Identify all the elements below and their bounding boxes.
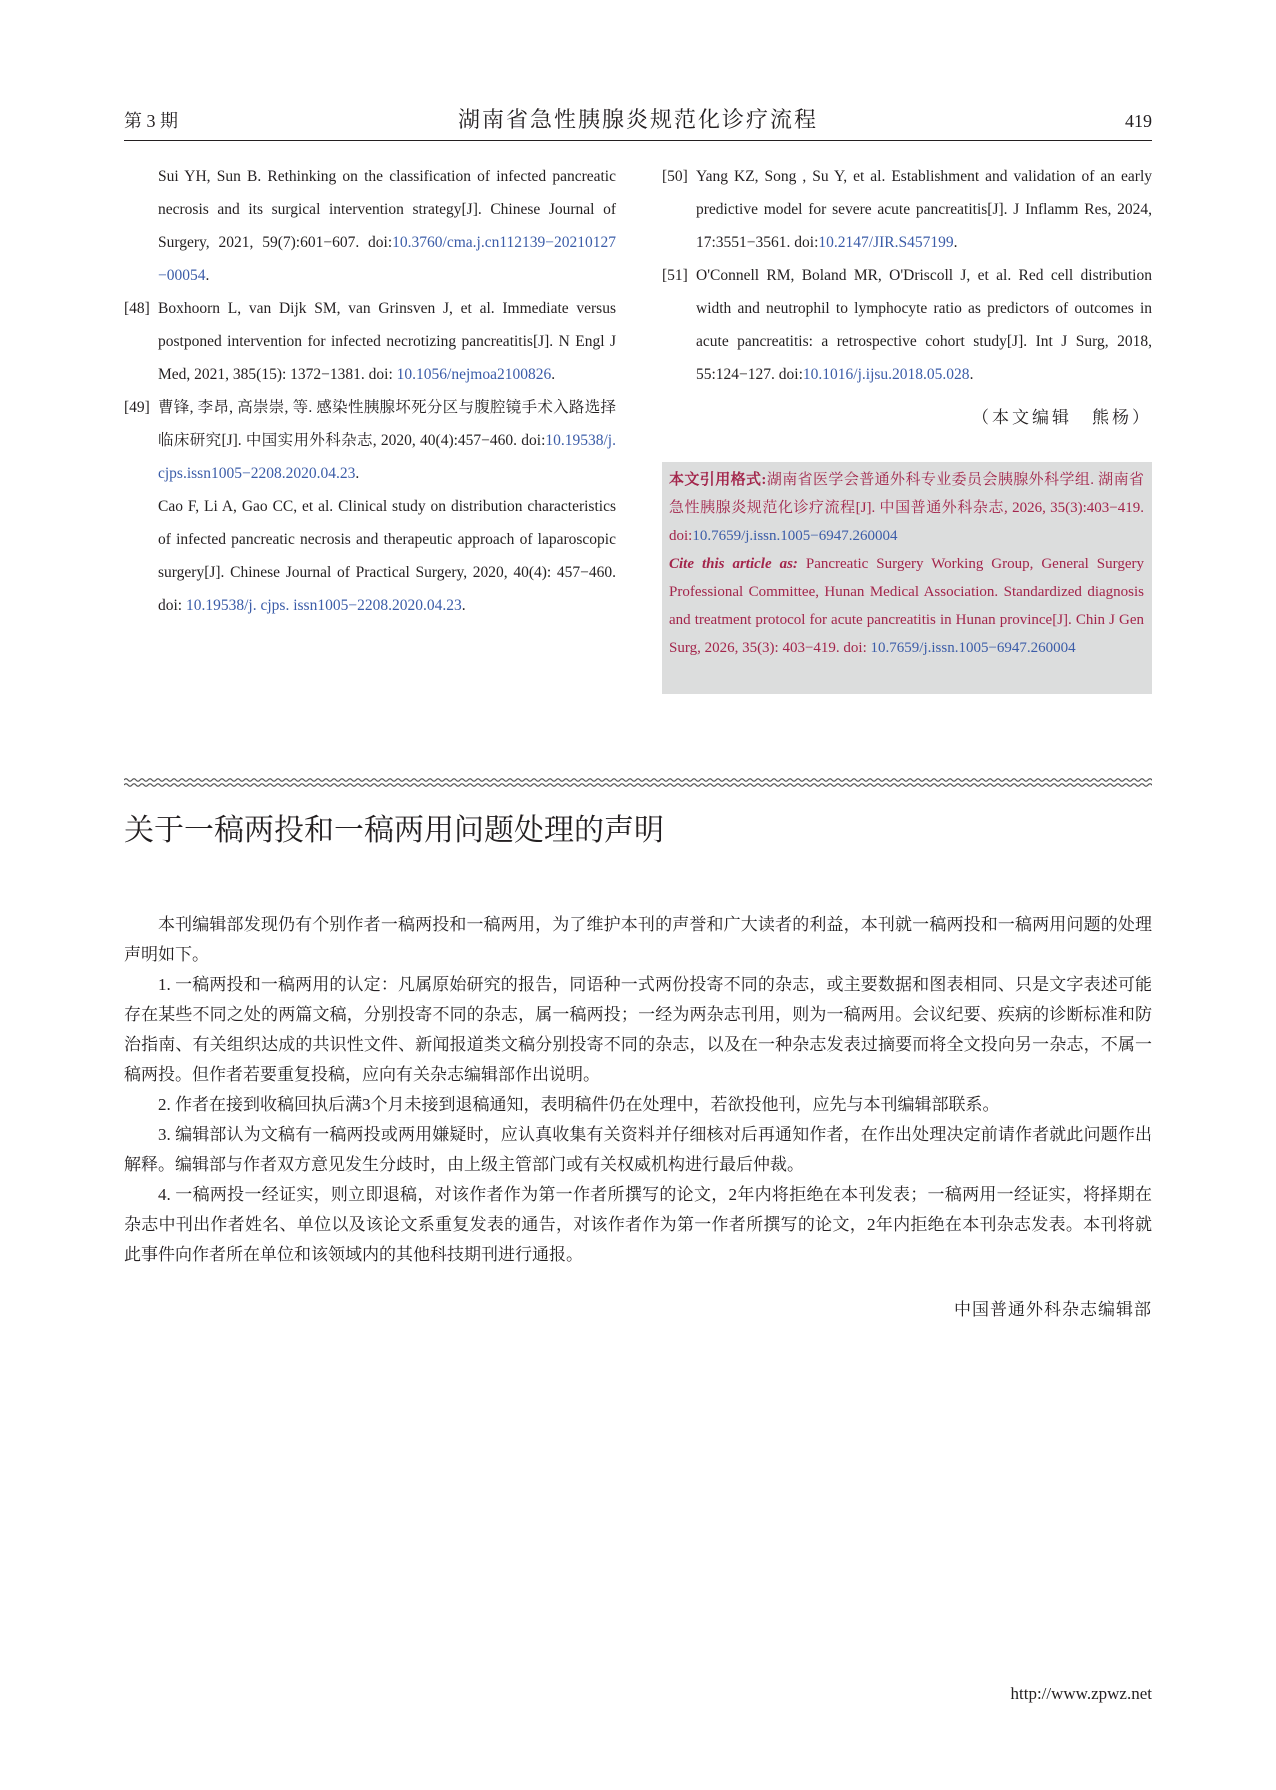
- page-number: 419: [1125, 111, 1152, 131]
- issue-number: 第 3 期: [124, 111, 178, 131]
- statement-paragraph: 2. 作者在接到收稿回执后满3个月未接到退稿通知，表明稿件仍在处理中，若欲投他刊，应先与本刊编辑部联系。: [158, 1095, 1000, 1114]
- reference-text: 曹锋, 李昂, 高崇崇, 等. 感染性胰腺坏死分区与腹腔镜手术入路选择临床研究[J]. 中国实用外科杂志, 2020, 40(4):457−460. doi:: [158, 399, 616, 449]
- reference-51: [51] O'Connell RM, Boland MR, O'Driscoll J, et al. Red cell distribution width and neutrophil to lymphocyte ratio as predictors of outcomes in acute pancreatitis: a retrospective cohort study[J]. Int J Surg, 2018, 55:124−127. doi:10.1016/j.ijsu.2018.05.028.: [662, 259, 1152, 391]
- reference-47-continuation: Sui YH, Sun B. Rethinking on the classification of infected pancreatic necrosis and its surgical intervention strategy[J]. Chinese Journal of Surgery, 2021, 59(7):601−607. doi:10.3760/cma.j.cn112139−20210127−00054.: [158, 168, 616, 284]
- journal-url[interactable]: http://www.zpwz.net: [1010, 1684, 1152, 1703]
- doi-link[interactable]: 10.1016/j.ijsu.2018.05.028: [802, 366, 970, 383]
- statement-paragraph: 1. 一稿两投和一稿两用的认定：凡属原始研究的报告，同语种一式两份投寄不同的杂志，或主要数据和图表相同、只是文字表述可能存在某些不同之处的两篇文稿，分别投寄不同的杂志，属一稿两投；一经为两杂志刊用，则为一稿两用。会议纪要、疾病的诊断标准和防治指南、有关组织达成的共识性文件、新闻报道类文稿分别投寄不同的杂志，以及在一种杂志发表过摘要而将全文投向另一杂志，不属一稿两投。但作者若要重复投稿，应向有关杂志编辑部作出说明。: [124, 975, 1152, 1084]
- reference-49: [49] 曹锋, 李昂, 高崇崇, 等. 感染性胰腺坏死分区与腹腔镜手术入路选择临床研究[J]. 中国实用外科杂志, 2020, 40(4):457−460. doi:10.19538/j.cjps.issn1005−2208.2020.04.23.: [124, 391, 616, 490]
- reference-text: O'Connell RM, Boland MR, O'Driscoll J, et al. Red cell distribution width and neutrophil to lymphocyte ratio as predictors of outcomes in acute pancreatitis: a retrospective cohort study[J]. Int J Surg, 2018, 55:124−127. doi:: [696, 267, 1152, 383]
- statement-paragraph: 本刊编辑部发现仍有个别作者一稿两投和一稿两用，为了维护本刊的声誉和广大读者的利益，本刊就一稿两投和一稿两用问题的处理声明如下。: [124, 915, 1152, 964]
- reference-50: [50] Yang KZ, Song , Su Y, et al. Establishment and validation of an early predictive model for severe acute pancreatitis[J]. J Inflamm Res, 2024, 17:3551−3561. doi:10.2147/JIR.S457199.: [662, 160, 1152, 259]
- citation-doi-cn[interactable]: 10.7659/j.issn.1005−6947.260004: [692, 528, 898, 544]
- reference-number: [48]: [124, 300, 150, 317]
- reference-text: Boxhoorn L, van Dijk SM, van Grinsven J, et al. Immediate versus postponed intervention for infected necrotizing pancreatitis[J]. N Engl J Med, 2021, 385(15): 1372−1381. doi:: [158, 300, 616, 383]
- reference-number: [49]: [124, 399, 150, 416]
- statement-paragraph: 4. 一稿两投一经证实，则立即退稿，对该作者作为第一作者所撰写的论文，2年内将拒绝在本刊发表；一稿两用一经证实，将择期在杂志中刊出作者姓名、单位以及该论文系重复发表的通告，对该作者作为第一作者所撰写的论文，2年内拒绝在本刊杂志发表。本刊将就此事件向作者所在单位和该领域内的其他科技期刊进行通报。: [124, 1185, 1152, 1264]
- doi-link[interactable]: 10.1056/nejmoa2100826: [396, 366, 552, 383]
- reference-number: [51]: [662, 267, 688, 284]
- reference-number: [50]: [662, 168, 688, 185]
- reference-text: Cao F, Li A, Gao CC, et al. Clinical study on distribution characteristics of infected pancreatic necrosis and therapeutic approach of laparoscopic surgery[J]. Chinese Journal of Practical Surgery, 2020, 40(4): 457−460. doi:: [158, 498, 616, 614]
- statement-body: [124, 910, 1152, 1270]
- citation-text-cn: 湖南省医学会普通外科专业委员会胰腺外科学组. 湖南省急性胰腺炎规范化诊疗流程[J]. 中国普通外科杂志, 2026, 35(3):403−419. doi:: [669, 472, 1144, 544]
- doi-link[interactable]: 10.19538/j. cjps. issn1005−2208.2020.04.23: [186, 597, 462, 614]
- statement-title: 关于一稿两投和一稿两用问题处理的声明: [124, 813, 664, 848]
- reference-49-english: Cao F, Li A, Gao CC, et al. Clinical study on distribution characteristics of infected pancreatic necrosis and therapeutic approach of laparoscopic surgery[J]. Chinese Journal of Practical Surgery, 2020, 40(4): 457−460. doi: 10.19538/j. cjps. issn1005−2208.2020.04.23.: [158, 498, 616, 614]
- citation-label-en: Cite this article as: [669, 556, 793, 572]
- wavy-divider: [124, 776, 1152, 788]
- references-left-column: [124, 160, 616, 622]
- running-header: [124, 106, 1152, 141]
- reference-text: Yang KZ, Song , Su Y, et al. Establishment and validation of an early predictive model for severe acute pancreatitis[J]. J Inflamm Res, 2024, 17:3551−3561. doi:: [696, 168, 1152, 251]
- doi-link[interactable]: 10.3760/cma.j.cn112139−20210127−00054: [158, 234, 616, 284]
- doi-link[interactable]: 10.2147/JIR.S457199: [818, 234, 954, 251]
- running-title: 湖南省急性胰腺炎规范化诊疗流程: [457, 107, 818, 132]
- statement-paragraph: 3. 编辑部认为文稿有一稿两投或两用嫌疑时，应认真收集有关资料并仔细核对后再通知作者，在作出处理决定前请作者就此问题作出解释。编辑部与作者双方意见发生分歧时，由上级主管部门或有关权威机构进行最后仲裁。: [124, 1125, 1152, 1174]
- citation-label-cn: 本文引用格式:: [669, 472, 767, 488]
- citation-box: 本文引用格式:湖南省医学会普通外科专业委员会胰腺外科学组. 湖南省急性胰腺炎规范化诊疗流程[J]. 中国普通外科杂志, 2026, 35(3):403−419. doi:10.7659/j.issn.1005−6947.260004 Cite this article as: Pancreatic Surgery Working Group, General Surgery Professional Committee, Hunan Medical Association. Standardized diagnosis and treatment protocol for acute pancreatitis in Hunan province[J]. Chin J Gen Surg, 2026, 35(3): 403−419. doi: 10.7659/j.issn.1005−6947.260004: [662, 462, 1152, 694]
- reference-48: [48] Boxhoorn L, van Dijk SM, van Grinsven J, et al. Immediate versus postponed intervention for infected necrotizing pancreatitis[J]. N Engl J Med, 2021, 385(15): 1372−1381. doi: 10.1056/nejmoa2100826.: [124, 292, 616, 391]
- doi-link[interactable]: 10.19538/j.cjps.issn1005−2208.2020.04.23: [158, 432, 616, 482]
- reference-text: Sui YH, Sun B. Rethinking on the classification of infected pancreatic necrosis and its surgical intervention strategy[J]. Chinese Journal of Surgery, 2021, 59(7):601−607. doi:: [158, 168, 616, 251]
- citation-doi-en[interactable]: 10.7659/j.issn.1005−6947.260004: [870, 640, 1076, 656]
- citation-text-en: Pancreatic Surgery Working Group, General Surgery Professional Committee, Hunan Medical Association. Standardized diagnosis and treatment protocol for acute pancreatitis in Hunan province[J]. Chin J Gen Surg, 2026, 35(3): 403−419. doi:: [669, 556, 1144, 656]
- editor-credit: （本文编辑 熊杨）: [972, 408, 1152, 427]
- references-right-column: [662, 160, 1152, 391]
- statement-signature: 中国普通外科杂志编辑部: [954, 1300, 1152, 1319]
